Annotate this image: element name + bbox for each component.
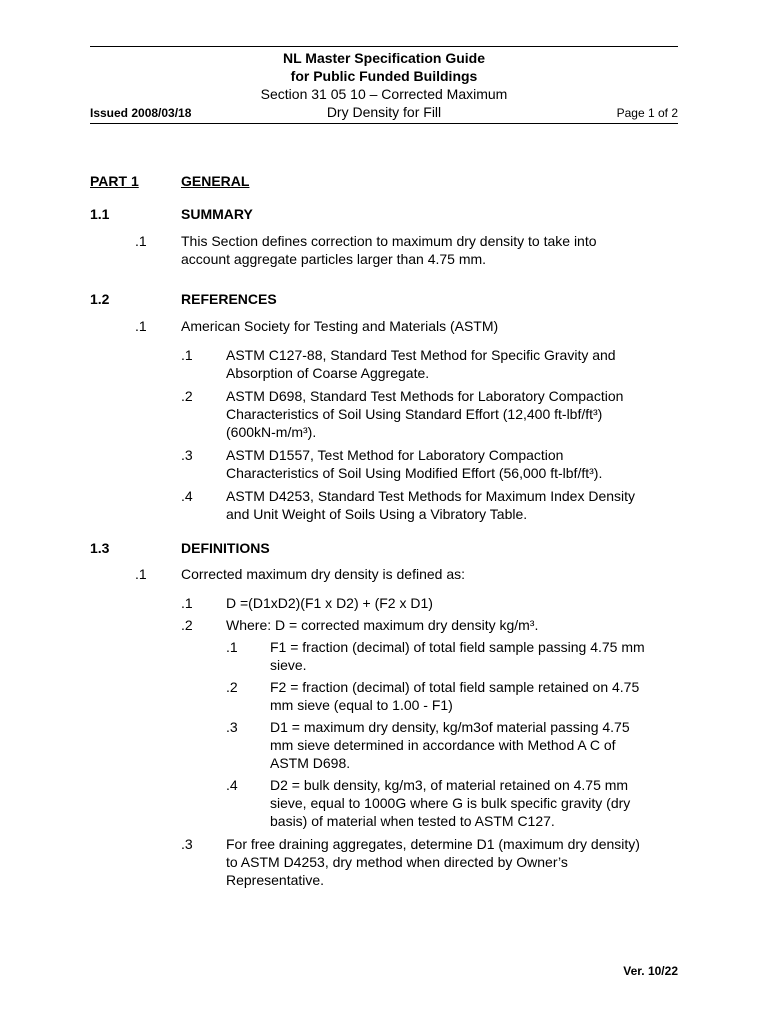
subitem-number: .2 <box>181 388 193 404</box>
part-title: GENERAL <box>181 173 250 189</box>
subitem-text: For free draining aggregates, determine D1 (maximum dry density) to ASTM D4253, dry method when directed by Owner’s Representative. <box>226 836 640 888</box>
page-number: Page 1 of 2 <box>616 106 678 120</box>
subitem-number: .1 <box>181 595 193 611</box>
subsubitem-text: D1 = maximum dry density, kg/m3of material passing 4.75 mm sieve determined in accordance with Method A C of ASTM D698. <box>270 719 630 771</box>
subitem-number: .3 <box>181 836 193 852</box>
version-label: Ver. 10/22 <box>623 964 678 978</box>
item-text: Corrected maximum dry density is defined as: <box>181 566 465 582</box>
subsubitem-text: D2 = bulk density, kg/m3, of material retained on 4.75 mm sieve, equal to 1000G where G is bulk specific gravity (dry basis) of material when tested to ASTM C127. <box>270 777 631 829</box>
formula: D =(D1xD2)(F1 x D2) + (F2 x D1) <box>226 595 433 611</box>
item-number: .1 <box>135 566 147 582</box>
subitem-text: ASTM D698, Standard Test Methods for Laboratory Compaction Characteristics of Soil Using Standard Effort (12,400 ft-lbf/ft³) (600kN-m/m³). <box>226 388 624 440</box>
subsubitem-number: .4 <box>226 777 238 793</box>
part-label: PART 1 <box>90 173 139 189</box>
subsubitem-text: F1 = fraction (decimal) of total field sample passing 4.75 mm sieve. <box>270 639 645 673</box>
subitem-number: .3 <box>181 447 193 463</box>
subsubitem-number: .3 <box>226 719 238 735</box>
header-title-line2: for Public Funded Buildings <box>290 68 478 84</box>
subsubitem-number: .2 <box>226 679 238 695</box>
section-number: 1.3 <box>90 540 110 556</box>
item-text: American Society for Testing and Materials (ASTM) <box>181 318 499 334</box>
item-number: .1 <box>135 318 147 334</box>
subsubitem-number: .1 <box>226 639 238 655</box>
section-title: DEFINITIONS <box>181 540 270 556</box>
header-section-line2: Dry Density for Fill <box>326 104 442 120</box>
item-number: .1 <box>135 233 147 249</box>
section-title: REFERENCES <box>181 291 277 307</box>
subitem-text: ASTM D4253, Standard Test Methods for Maximum Index Density and Unit Weight of Soils Using a Vibratory Table. <box>226 488 636 522</box>
section-title: SUMMARY <box>181 206 253 222</box>
header-bottom-rule <box>90 123 678 124</box>
header-title-line1: NL Master Specification Guide <box>282 50 485 66</box>
subitem-text: ASTM C127-88, Standard Test Method for Specific Gravity and Absorption of Coarse Aggregate. <box>226 347 616 381</box>
subitem-number: .4 <box>181 488 193 504</box>
section-number: 1.2 <box>90 291 110 307</box>
subitem-number: .2 <box>181 617 193 633</box>
subitem-text: Where: D = corrected maximum dry density kg/m³. <box>226 617 539 633</box>
header-section-line1: Section 31 05 10 – Corrected Maximum <box>260 86 508 102</box>
subsubitem-text: F2 = fraction (decimal) of total field sample retained on 4.75 mm sieve (equal to 1.00 - F1) <box>270 679 640 713</box>
issued-date: Issued 2008/03/18 <box>90 106 192 120</box>
section-number: 1.1 <box>90 206 110 222</box>
subitem-text: ASTM D1557, Test Method for Laboratory Compaction Characteristics of Soil Using Modified Effort (56,000 ft-lbf/ft³). <box>226 447 603 481</box>
item-text: This Section defines correction to maximum dry density to take into account aggregate particles larger than 4.75 mm. <box>181 233 597 267</box>
header-top-rule <box>90 46 678 47</box>
subitem-number: .1 <box>181 347 193 363</box>
